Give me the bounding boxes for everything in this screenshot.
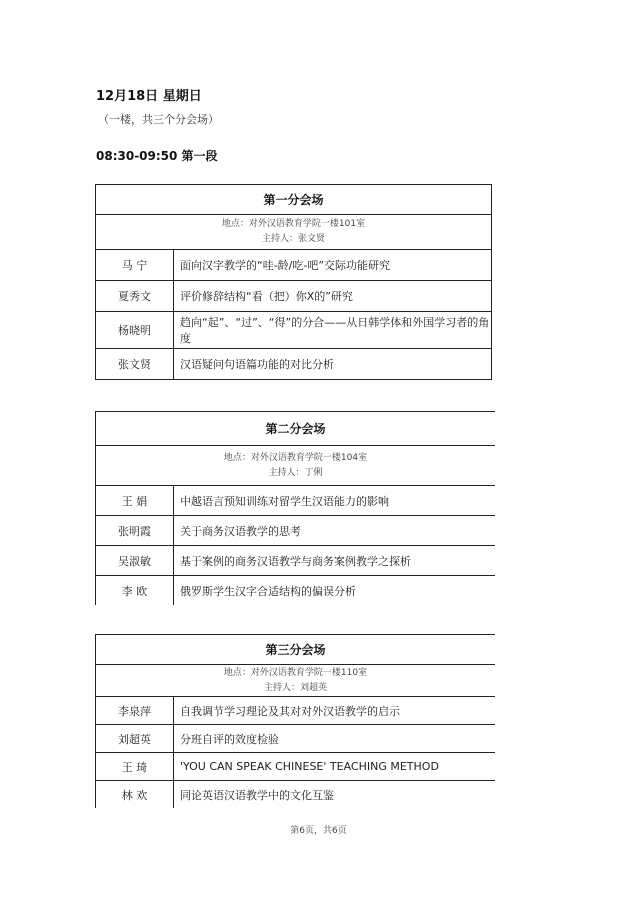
speaker-name: 李泉萍: [96, 697, 174, 725]
speaker-name: 张文贤: [96, 349, 174, 380]
speaker-topic: 评价修辞结构“看（把）你X的”研究: [174, 281, 492, 312]
speaker-row: [96, 349, 492, 380]
session-location: 地点：对外汉语教育学院一楼104室: [223, 452, 368, 463]
session-table-1: [95, 184, 492, 380]
speaker-name: 王 娟: [96, 486, 174, 516]
speaker-name: 王 琦: [96, 753, 174, 781]
speaker-topic: 汉语疑问句语篇功能的对比分析: [174, 349, 492, 380]
speaker-name: 杨晓明: [96, 312, 174, 349]
speaker-name: 夏秀文: [96, 281, 174, 312]
speaker-topic: 中越语言预知训练对留学生汉语能力的影响: [174, 486, 496, 516]
speaker-topic: 趋向“起”、“过”、“得”的分合——从日韩学体和外国学习者的角度: [174, 312, 492, 349]
speaker-topic: 基于案例的商务汉语教学与商务案例教学之探析: [174, 546, 496, 576]
date-heading: 12月18日 星期日: [96, 89, 202, 104]
speaker-row: [96, 697, 496, 725]
session-location: 地点：对外汉语教育学院一楼101室: [221, 219, 366, 229]
speaker-row: [96, 753, 496, 781]
session-info: [96, 215, 492, 250]
speaker-name: 马 宁: [96, 250, 174, 281]
venue-note: （一楼，共三个分会场）: [98, 113, 219, 126]
speaker-name: 张明霞: [96, 516, 174, 546]
session-info: [96, 665, 496, 697]
session-host: 主持人：刘超英: [263, 682, 327, 693]
session-info: [96, 446, 496, 486]
speaker-row: [96, 781, 496, 809]
speaker-row: [96, 576, 496, 606]
session-location: 地点：对外汉语教育学院一楼110室: [223, 667, 368, 678]
session-table-2: [95, 411, 495, 605]
segment-heading: 08:30-09:50 第一段: [96, 149, 218, 163]
speaker-topic: 'YOU CAN SPEAK CHINESE' TEACHING METHOD: [174, 753, 496, 781]
speaker-row: [96, 250, 492, 281]
speaker-row: [96, 312, 492, 349]
session-title: 第二分会场: [96, 412, 496, 446]
page-number: 第6页，共6页: [290, 826, 347, 836]
speaker-topic: 俄罗斯学生汉字合适结构的偏误分析: [180, 584, 356, 598]
speaker-row: [96, 546, 496, 576]
session-title: 第三分会场: [96, 635, 496, 665]
speaker-name: 林 欢: [96, 781, 174, 809]
speaker-row: [96, 725, 496, 753]
session-table-3: [95, 634, 495, 808]
speaker-topic: 同论英语汉语教学中的文化互鉴: [180, 788, 334, 802]
speaker-name: 刘超英: [96, 725, 174, 753]
session-host: 主持人：丁俐: [268, 467, 323, 478]
session-title: 第一分会场: [96, 185, 492, 215]
speaker-row: [96, 486, 496, 516]
speaker-topic: 自我调节学习理论及其对对外汉语教学的启示: [174, 697, 496, 725]
speaker-topic: 面向汉字教学的“哇-龄/吃-吧”交际功能研究: [174, 250, 492, 281]
speaker-name: 李 欧: [96, 576, 174, 606]
speaker-row: [96, 516, 496, 546]
speaker-row: [96, 281, 492, 312]
session-host: 主持人：张文贤: [261, 234, 325, 244]
speaker-name: 吴淑敏: [96, 546, 174, 576]
speaker-topic: 分班自评的效度检验: [174, 725, 496, 753]
speaker-topic: 关于商务汉语教学的思考: [174, 516, 496, 546]
